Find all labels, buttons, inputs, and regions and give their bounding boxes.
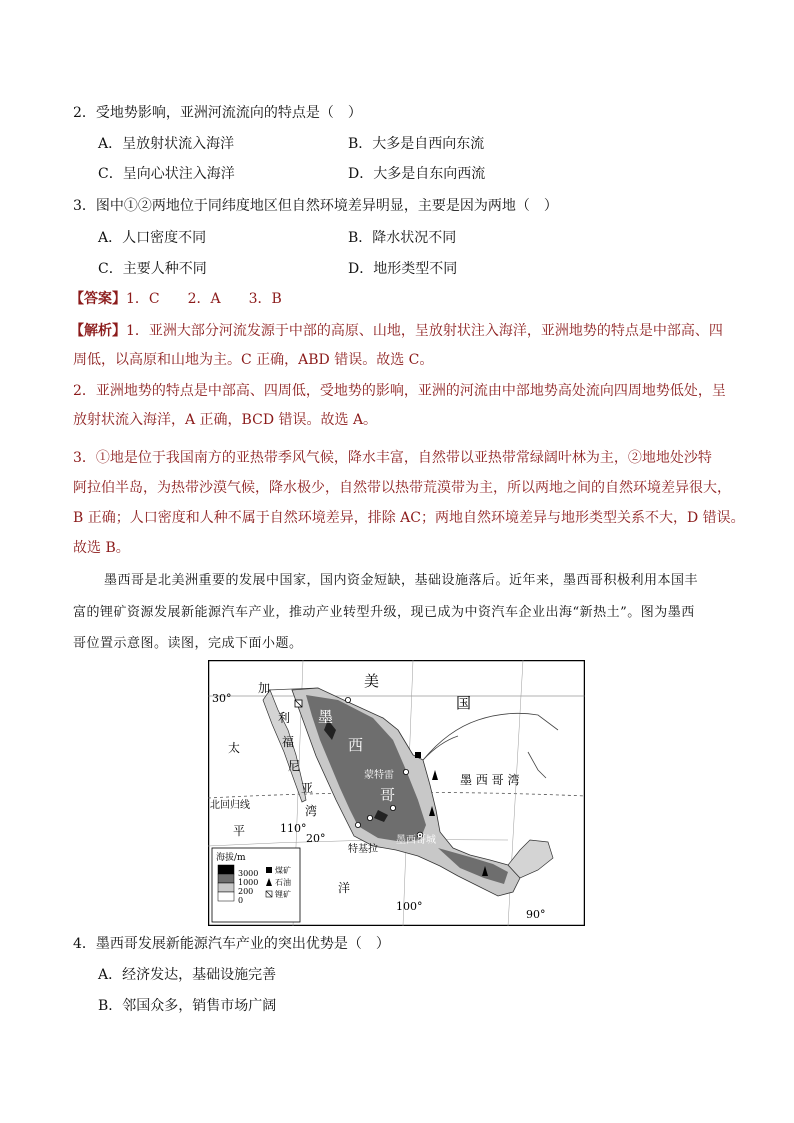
question-3-option-c[interactable]: C．主要人种不同 (98, 261, 207, 277)
answer-label: 【答案】 (70, 291, 126, 307)
passage-line3: 哥位置示意图。读图，完成下面小题。 (73, 636, 303, 651)
question-3-option-b[interactable]: B．降水状况不同 (348, 230, 457, 246)
analysis-p3-line2: 阿拉伯半岛，为热带沙漠气候，降水极少，自然带以热带荒漠带为主，所以两地之间的自然环境差异很大， (73, 480, 731, 496)
label-usa-2: 国 (456, 694, 472, 712)
analysis-label: 【解析】 (70, 323, 126, 339)
answer-text: 1．C 2．A 3．B (126, 291, 282, 307)
analysis-p1-text1: 1．亚洲大部分河流发源于中部的高原、山地，呈放射状注入海洋，亚洲地势的特点是中部高、四 (126, 323, 723, 339)
legend-level-3000: 3000 (238, 869, 259, 878)
label-gulf-mexico: 墨 西 哥 湾 (460, 773, 520, 787)
label-mexico-3: 哥 (380, 786, 396, 804)
label-lon-100: 100° (396, 900, 423, 913)
label-lon-90: 90° (526, 908, 546, 921)
label-pacific-2: 平 (233, 824, 246, 838)
analysis-p2-line2: 放射状流入海洋，A 正确，BCD 错误。故选 A。 (73, 412, 378, 428)
analysis-p2-line1: 2．亚洲地势的特点是中部高、四周低，受地势的影响，亚洲的河流由中部地势高处流向四周地势低处，呈 (73, 383, 726, 399)
question-2-option-a[interactable]: A．呈放射状流入海洋 (98, 136, 235, 152)
label-tequila: 特基拉 (348, 844, 378, 855)
legend-coal: 煤矿 (275, 866, 291, 875)
coal-marker-icon (415, 752, 421, 758)
question-4-stem: 4．墨西哥发展新能源汽车产业的突出优势是（ ） (73, 936, 390, 952)
city-dot (355, 822, 360, 827)
question-4-option-a[interactable]: A．经济发达，基础设施完善 (98, 967, 277, 983)
analysis-p3-line1: 3．①地是位于我国南方的亚热带季风气候，降水丰富，自然带以亚热带常绿阔叶林为主，②地地处沙特 (73, 450, 712, 466)
question-2-option-d[interactable]: D．大多是自东向西流 (348, 166, 486, 182)
label-gulf-calif-5: 亚 (301, 781, 314, 795)
legend-lithium: 锂矿 (275, 890, 291, 899)
label-gulf-calif-4: 尼 (288, 759, 301, 773)
analysis-p1-line1 (70, 321, 723, 341)
analysis-p3-line3: B 正确；人口密度和人种不属于自然环境差异，排除 AC；两地自然环境差异与地形类型关系不大，D 错误。 (73, 510, 745, 526)
passage-line2: 富的锂矿资源发展新能源汽车产业，推动产业转型升级，现已成为中资汽车企业出海“新热土”。图为墨西 (73, 605, 695, 620)
legend-level-1000: 1000 (238, 878, 259, 887)
legend-coal-icon (266, 867, 272, 873)
label-pacific-3: 洋 (338, 881, 351, 895)
question-2-option-b[interactable]: B．大多是自西向东流 (348, 136, 485, 152)
answer-line (70, 289, 282, 309)
label-gulf-calif-2: 利 (278, 711, 291, 725)
analysis-p1-line2: 周低，以高原和山地为主。C 正确，ABD 错误。故选 C。 (73, 352, 434, 368)
question-2-option-c[interactable]: C．呈向心状注入海洋 (98, 166, 235, 182)
city-dot (403, 769, 408, 774)
city-dot (345, 697, 350, 702)
legend-title: 海拔/m (216, 853, 246, 863)
label-tropic: 北回归线 (210, 800, 250, 811)
passage-line1: 墨西哥是北美洲重要的发展中国家，国内资金短缺，基础设施落后。近年来，墨西哥积极利用本国丰 (104, 573, 699, 588)
question-3-option-a[interactable]: A．人口密度不同 (98, 230, 207, 246)
label-mexico-2: 西 (348, 736, 364, 754)
legend-level-200: 200 (238, 887, 254, 896)
label-mexico-city: 墨西哥城 (396, 835, 436, 846)
label-usa-1: 美 (364, 672, 380, 690)
label-lon-110: 110° (280, 822, 307, 835)
label-lat-20: 20° (306, 832, 326, 845)
city-dot (367, 815, 372, 820)
mexico-location-map (208, 660, 585, 926)
map-legend (212, 848, 300, 922)
legend-level-0: 0 (238, 896, 244, 905)
label-pacific-1: 太 (228, 741, 241, 755)
label-gulf-calif-6: 湾 (305, 804, 318, 818)
question-3-stem: 3．图中①②两地位于同纬度地区但自然环境差异明显，主要是因为两地（ ） (73, 198, 558, 214)
city-dot (390, 805, 395, 810)
label-mexico-1: 墨 (318, 708, 334, 726)
label-lat-30: 30° (212, 692, 232, 705)
analysis-p3-line4: 故选 B。 (73, 540, 130, 556)
label-gulf-calif-1: 加 (258, 681, 271, 695)
label-monterrey: 蒙特雷 (364, 770, 394, 781)
legend-oil: 石油 (275, 878, 291, 887)
question-2-stem: 2．受地势影响，亚洲河流流向的特点是（ ） (73, 105, 362, 121)
question-3-option-d[interactable]: D．地形类型不同 (348, 261, 458, 277)
label-gulf-calif-3: 福 (282, 735, 295, 749)
question-4-option-b[interactable]: B．邻国众多，销售市场广阔 (98, 998, 277, 1014)
